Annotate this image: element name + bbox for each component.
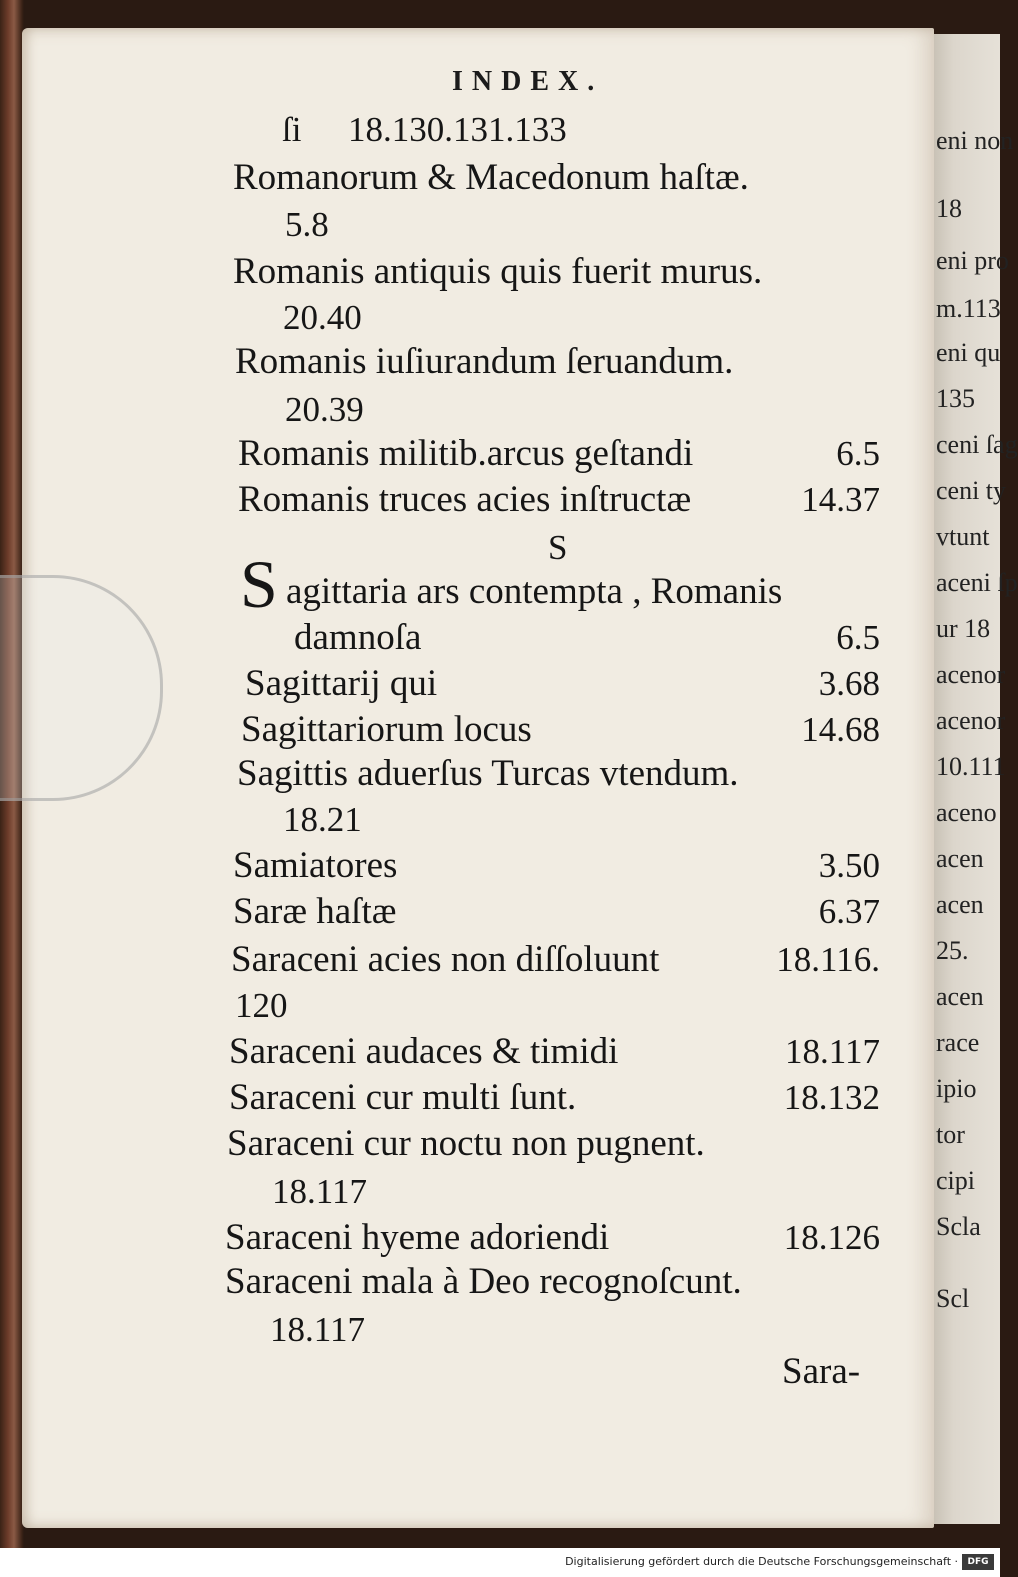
page-header: INDEX. [452,66,604,97]
adjacent-fragment: race [936,1028,980,1057]
catchword: Sara- [782,1351,861,1392]
adjacent-fragment: cipi [936,1166,975,1195]
adjacent-fragment: acenor [936,660,1006,689]
entry-text: Saraceni mala à Deo recognoſcunt. [225,1261,742,1302]
adjacent-fragment: acen [936,982,984,1011]
entry-ref: 18.130.131.133 [348,110,567,149]
adjacent-fragment: Scl [936,1284,970,1313]
entry-ref: 18.117 [270,1310,365,1349]
adjacent-page-edge [934,34,1018,1524]
dfg-logo-icon: DFG [962,1554,994,1570]
entry-ref: 6.37 [818,892,880,931]
adjacent-fragment: tor [936,1120,965,1149]
drop-cap: S [240,546,278,622]
entry-ref: 18.117 [785,1032,880,1071]
adjacent-fragment: 10.111 [936,752,1006,781]
adjacent-fragment: acen [936,844,984,873]
entry-text: Samiatores [233,845,398,886]
adjacent-fragment: acen [936,890,984,919]
section-letter: S [548,528,568,567]
entry-text: Sagittarij qui [245,663,438,704]
adjacent-fragment: eni qu [936,338,1001,367]
entry-ref: 14.37 [801,480,880,519]
entry-ref: 3.50 [818,846,880,885]
adjacent-fragment: ur 18 [936,614,991,643]
entry-ref: 20.40 [283,298,362,337]
adjacent-fragment: 25. [936,936,969,965]
adjacent-fragment: m.113 [936,294,1001,323]
entry-ref: 5.8 [285,205,329,244]
entry-text: damnoſa [294,617,422,658]
entry-ref: 18.126 [783,1218,880,1257]
entry-ref: 6.5 [836,434,880,473]
entry-ref: 18.132 [783,1078,880,1117]
entry-text: Romanis truces acies inſtructæ [238,479,692,520]
entry-text: Saraceni cur noctu non pugnent. [227,1123,705,1164]
entry-text: Romanis militib.arcus geſtandi [238,433,694,474]
entry-ref: 18.116. [776,940,880,979]
entry-ref: 14.68 [801,710,880,749]
entry-text: Saraceni acies non diſſoluunt [231,939,660,980]
entry-text: Saraceni hyeme adoriendi [225,1217,610,1258]
entry-text: Sagittis aduerſus Turcas vtendum. [237,753,739,794]
entry-ref: 20.39 [285,390,364,429]
adjacent-fragment: ipio [936,1074,977,1103]
entry-ref: 120 [235,986,288,1025]
adjacent-fragment: Scla [936,1212,981,1241]
adjacent-fragment: eni pro [936,246,1009,275]
entry-text: Saraceni cur multi ſunt. [229,1077,577,1118]
entry-ref: 3.68 [818,664,880,703]
entry-text: agittaria ars contempta , Romanis [286,571,783,612]
entry-ref: 18.21 [283,800,362,839]
entry-text: Romanis antiquis quis fuerit murus. [233,251,763,292]
adjacent-fragment: ceni ty [936,476,1007,505]
adjacent-fragment: 135 [936,384,975,413]
entry-text: Saraceni audaces & timidi [229,1031,619,1072]
adjacent-fragment: vtunt [936,522,990,551]
adjacent-fragment: aceno [936,798,997,827]
adjacent-fragment: 18 [936,194,962,223]
entry-text: Saræ haſtæ [233,891,397,932]
adjacent-fragment: aceni ſp [936,568,1018,597]
entry-text: ſi [282,110,302,149]
adjacent-fragment: eni non [936,126,1014,155]
entry-text: Sagittariorum locus [241,709,532,750]
adjacent-fragment: acenor [936,706,1006,735]
funding-credit: Digitalisierung gefördert durch die Deutsche Forschungsgemeinschaft · [565,1555,958,1568]
footer-bar [0,1548,1000,1577]
entry-text: Romanorum & Macedonum haſtæ. [233,157,749,198]
adjacent-fragment: ceni ſag [936,430,1018,459]
entry-ref: 6.5 [836,618,880,657]
entry-text: Romanis iuſiurandum ſeruandum. [235,341,734,382]
entry-ref: 18.117 [272,1172,367,1211]
